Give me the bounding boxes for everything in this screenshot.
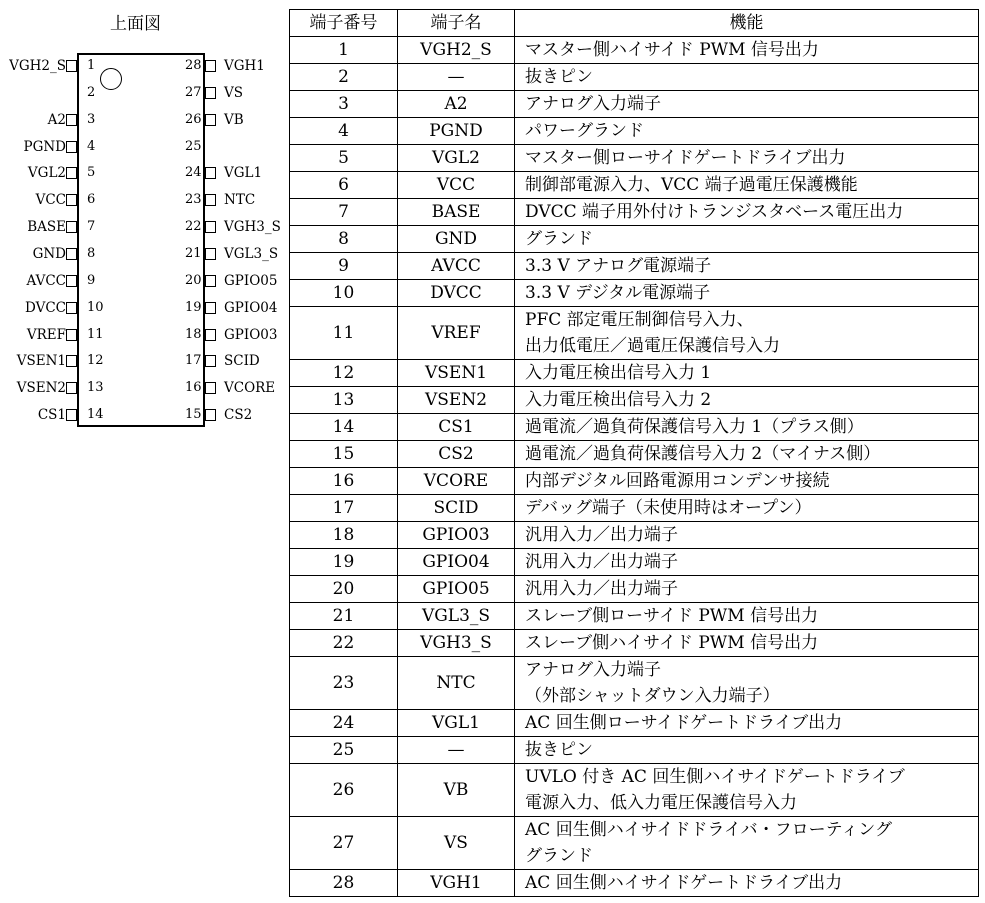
cell-function: 内部デジタル回路電源用コンデンサ接続 [515, 468, 979, 495]
table-row [290, 307, 979, 360]
pin-lead [205, 114, 216, 126]
table-row [290, 118, 979, 145]
table-row [290, 37, 979, 64]
cell-function: 3.3 V アナログ電源端子 [515, 253, 979, 280]
table-row [290, 737, 979, 764]
cell-function: 3.3 V デジタル電源端子 [515, 280, 979, 307]
pin-lead [66, 221, 77, 233]
pin-name-label: VCORE [224, 380, 276, 397]
pin-number-label: 22 [185, 219, 202, 235]
pin-lead [205, 60, 216, 72]
cell-function: DVCC 端子用外付けトランジスタベース電圧出力 [515, 199, 979, 226]
pin-number-label: 27 [185, 84, 202, 100]
pin-lead [66, 409, 77, 421]
cell-pin-name: VSEN1 [398, 360, 515, 387]
table-row [290, 603, 979, 630]
pin-number-label: 4 [87, 138, 96, 154]
cell-pin-number: 14 [290, 414, 398, 441]
cell-pin-name: GPIO03 [398, 522, 515, 549]
cell-pin-number: 5 [290, 145, 398, 172]
table-row [290, 495, 979, 522]
pin-number-label: 13 [87, 380, 104, 396]
pin-name-label: VGH1 [224, 58, 265, 74]
cell-pin-name: A2 [398, 91, 515, 118]
pinout-diagram [0, 0, 290, 450]
cell-function: AC 回生側ローサイドゲートドライブ出力 [515, 710, 979, 737]
cell-pin-name: BASE [398, 199, 515, 226]
cell-pin-number: 16 [290, 468, 398, 495]
cell-pin-name: VGH2_S [398, 37, 515, 64]
pin-name-label: A2 [47, 111, 66, 128]
table-row [290, 172, 979, 199]
cell-pin-number: 11 [290, 307, 398, 360]
cell-pin-number: 24 [290, 710, 398, 737]
cell-function: AC 回生側ハイサイドゲートドライブ出力 [515, 870, 979, 897]
cell-function: マスター側ハイサイド PWM 信号出力 [515, 37, 979, 64]
pin-name-label: PGND [23, 138, 66, 155]
table-row [290, 226, 979, 253]
table-row [290, 817, 979, 870]
pin-name-label: VSEN1 [16, 353, 66, 370]
cell-function: 汎用入力／出力端子 [515, 576, 979, 603]
pin-number-label: 16 [185, 380, 202, 396]
pin-lead [66, 248, 77, 260]
pin-number-label: 28 [185, 58, 202, 73]
cell-pin-number: 19 [290, 549, 398, 576]
table-row [290, 64, 979, 91]
pin-lead [205, 382, 216, 394]
pin-number-label: 15 [185, 407, 202, 423]
pin-name-label: VS [224, 84, 243, 101]
pin-number-label: 7 [87, 219, 96, 235]
pin-lead [205, 248, 216, 260]
pin-lead [66, 87, 77, 99]
table-row [290, 657, 979, 710]
cell-pin-name: CS2 [398, 441, 515, 468]
pin-lead [205, 329, 216, 341]
table-body [290, 37, 979, 897]
cell-pin-number: 2 [290, 64, 398, 91]
pin-name-label: DVCC [25, 299, 66, 316]
pin-lead [66, 355, 77, 367]
pin-name-label: BASE [27, 219, 66, 236]
cell-pin-number: 6 [290, 172, 398, 199]
cell-pin-name: SCID [398, 495, 515, 522]
pin-name-label: GPIO04 [224, 299, 278, 316]
cell-pin-name: AVCC [398, 253, 515, 280]
cell-pin-name: VGH1 [398, 870, 515, 897]
pin-name-label: NTC [224, 192, 256, 209]
cell-function: デバッグ端子（未使用時はオープン） [515, 495, 979, 522]
table-row [290, 630, 979, 657]
diagram-title: 上面図 [110, 14, 161, 34]
cell-function: 入力電圧検出信号入力 1 [515, 360, 979, 387]
pin-number-label: 11 [87, 326, 104, 342]
cell-pin-number: 15 [290, 441, 398, 468]
table-header-row [290, 10, 979, 37]
pin-number-label: 9 [87, 272, 96, 288]
table-row [290, 360, 979, 387]
pin-number-label: 6 [87, 192, 96, 208]
pin1-marker [100, 68, 122, 90]
cell-pin-number: 22 [290, 630, 398, 657]
table-row [290, 522, 979, 549]
cell-function: 入力電圧検出信号入力 2 [515, 387, 979, 414]
cell-pin-number: 18 [290, 522, 398, 549]
table-row [290, 145, 979, 172]
cell-pin-name: VSEN2 [398, 387, 515, 414]
table-row [290, 441, 979, 468]
pin-name-label: GPIO05 [224, 272, 278, 289]
cell-pin-name: GPIO04 [398, 549, 515, 576]
cell-function: 汎用入力／出力端子 [515, 549, 979, 576]
cell-function: 過電流／過負荷保護信号入力 1（プラス側） [515, 414, 979, 441]
cell-function: PFC 部定電圧制御信号入力、 出力低電圧／過電圧保護信号入力 [515, 307, 979, 360]
pin-name-label: VSEN2 [16, 380, 66, 397]
table-row [290, 549, 979, 576]
cell-pin-name: VCORE [398, 468, 515, 495]
cell-pin-name: VGL2 [398, 145, 515, 172]
pin-name-label: VB [224, 111, 244, 128]
pin-number-label: 18 [185, 326, 202, 342]
pin-number-label: 12 [87, 353, 104, 369]
pin-lead [205, 355, 216, 367]
pin-number-label: 24 [185, 165, 202, 181]
cell-pin-number: 1 [290, 37, 398, 64]
pin-number-label: 23 [185, 192, 202, 208]
cell-pin-name: — [398, 64, 515, 91]
cell-pin-name: VREF [398, 307, 515, 360]
table-row [290, 253, 979, 280]
cell-function: 過電流／過負荷保護信号入力 2（マイナス側） [515, 441, 979, 468]
pin-lead [205, 167, 216, 179]
cell-function: マスター側ローサイドゲートドライブ出力 [515, 145, 979, 172]
pin-lead [66, 141, 77, 153]
pin-name-label: VGL2 [27, 165, 66, 182]
pin-lead [66, 382, 77, 394]
cell-function: グランド [515, 226, 979, 253]
cell-function: 汎用入力／出力端子 [515, 522, 979, 549]
cell-pin-name: PGND [398, 118, 515, 145]
cell-pin-number: 4 [290, 118, 398, 145]
header-pin-name: 端子名 [398, 10, 515, 37]
pin-lead [66, 194, 77, 206]
pin-lead [205, 194, 216, 206]
header-function: 機能 [515, 10, 979, 37]
ic-package-body [77, 53, 205, 427]
cell-pin-name: CS1 [398, 414, 515, 441]
table-row [290, 91, 979, 118]
cell-function: 制御部電源入力、VCC 端子過電圧保護機能 [515, 172, 979, 199]
cell-function: スレーブ側ハイサイド PWM 信号出力 [515, 630, 979, 657]
pin-lead [66, 114, 77, 126]
cell-function: パワーグランド [515, 118, 979, 145]
cell-pin-name: VS [398, 817, 515, 870]
table-row [290, 870, 979, 897]
cell-function: AC 回生側ハイサイドドライバ・フローティング グランド [515, 817, 979, 870]
cell-pin-name: VB [398, 764, 515, 817]
cell-pin-number: 26 [290, 764, 398, 817]
cell-pin-name: — [398, 737, 515, 764]
cell-pin-name: DVCC [398, 280, 515, 307]
cell-pin-name: VCC [398, 172, 515, 199]
cell-pin-number: 13 [290, 387, 398, 414]
cell-pin-number: 7 [290, 199, 398, 226]
cell-pin-number: 28 [290, 870, 398, 897]
header-pin-number: 端子番号 [290, 10, 398, 37]
pin-name-label: VCC [35, 192, 66, 209]
table-row [290, 199, 979, 226]
cell-function: アナログ入力端子 [515, 91, 979, 118]
pin-number-label: 14 [87, 407, 104, 423]
pin-number-label: 17 [185, 353, 202, 369]
table-row [290, 710, 979, 737]
pin-name-label: VGH3_S [224, 219, 281, 236]
pin-name-label: GND [32, 245, 66, 262]
pin-number-label: 21 [185, 245, 202, 261]
pin-number-label: 1 [87, 58, 96, 73]
table-row [290, 387, 979, 414]
pin-name-label: CS1 [37, 407, 66, 424]
cell-pin-name: VGL1 [398, 710, 515, 737]
cell-pin-number: 17 [290, 495, 398, 522]
cell-pin-number: 20 [290, 576, 398, 603]
pin-number-label: 8 [87, 245, 96, 261]
pin-name-label: CS2 [224, 407, 253, 424]
cell-function: 抜きピン [515, 64, 979, 91]
pin-lead [66, 275, 77, 287]
pin-name-label: VREF [26, 326, 66, 343]
pin-lead [66, 167, 77, 179]
cell-pin-number: 10 [290, 280, 398, 307]
table-row [290, 414, 979, 441]
table-row [290, 468, 979, 495]
cell-pin-number: 27 [290, 817, 398, 870]
pin-name-label: GPIO03 [224, 326, 278, 343]
cell-pin-number: 8 [290, 226, 398, 253]
pin-number-label: 2 [87, 84, 96, 100]
pin-number-label: 20 [185, 272, 202, 288]
pin-lead [205, 141, 216, 153]
cell-pin-name: VGH3_S [398, 630, 515, 657]
pin-name-label: VGH2_S [9, 58, 66, 74]
cell-pin-name: GPIO05 [398, 576, 515, 603]
pin-lead [205, 302, 216, 314]
table-row [290, 576, 979, 603]
cell-pin-name: VGL3_S [398, 603, 515, 630]
cell-function: UVLO 付き AC 回生側ハイサイドゲートドライブ 電源入力、低入力電圧保護信号入力 [515, 764, 979, 817]
pin-name-label: AVCC [26, 272, 66, 289]
table-row [290, 764, 979, 817]
pin-number-label: 26 [185, 111, 202, 127]
cell-function: 抜きピン [515, 737, 979, 764]
pin-name-label: SCID [224, 353, 260, 370]
pin-number-label: 10 [87, 299, 104, 315]
pin-lead [205, 275, 216, 287]
pin-lead [66, 329, 77, 341]
pin-name-label: VGL3_S [224, 245, 279, 262]
table-row [290, 280, 979, 307]
cell-pin-number: 3 [290, 91, 398, 118]
cell-function: アナログ入力端子 （外部シャットダウン入力端子） [515, 657, 979, 710]
cell-pin-number: 9 [290, 253, 398, 280]
pin-number-label: 5 [87, 165, 96, 181]
pin-lead [205, 221, 216, 233]
pin-number-label: 25 [185, 138, 202, 154]
pin-number-label: 19 [185, 299, 202, 315]
pin-number-label: 3 [87, 111, 96, 127]
pin-function-table [289, 9, 979, 897]
cell-pin-number: 21 [290, 603, 398, 630]
pin-name-label: VGL1 [224, 165, 263, 182]
cell-pin-number: 12 [290, 360, 398, 387]
pin-lead [205, 409, 216, 421]
cell-function: スレーブ側ローサイド PWM 信号出力 [515, 603, 979, 630]
cell-pin-name: GND [398, 226, 515, 253]
pin-lead [66, 60, 77, 72]
pin-lead [66, 302, 77, 314]
cell-pin-number: 23 [290, 657, 398, 710]
pin-lead [205, 87, 216, 99]
cell-pin-number: 25 [290, 737, 398, 764]
cell-pin-name: NTC [398, 657, 515, 710]
